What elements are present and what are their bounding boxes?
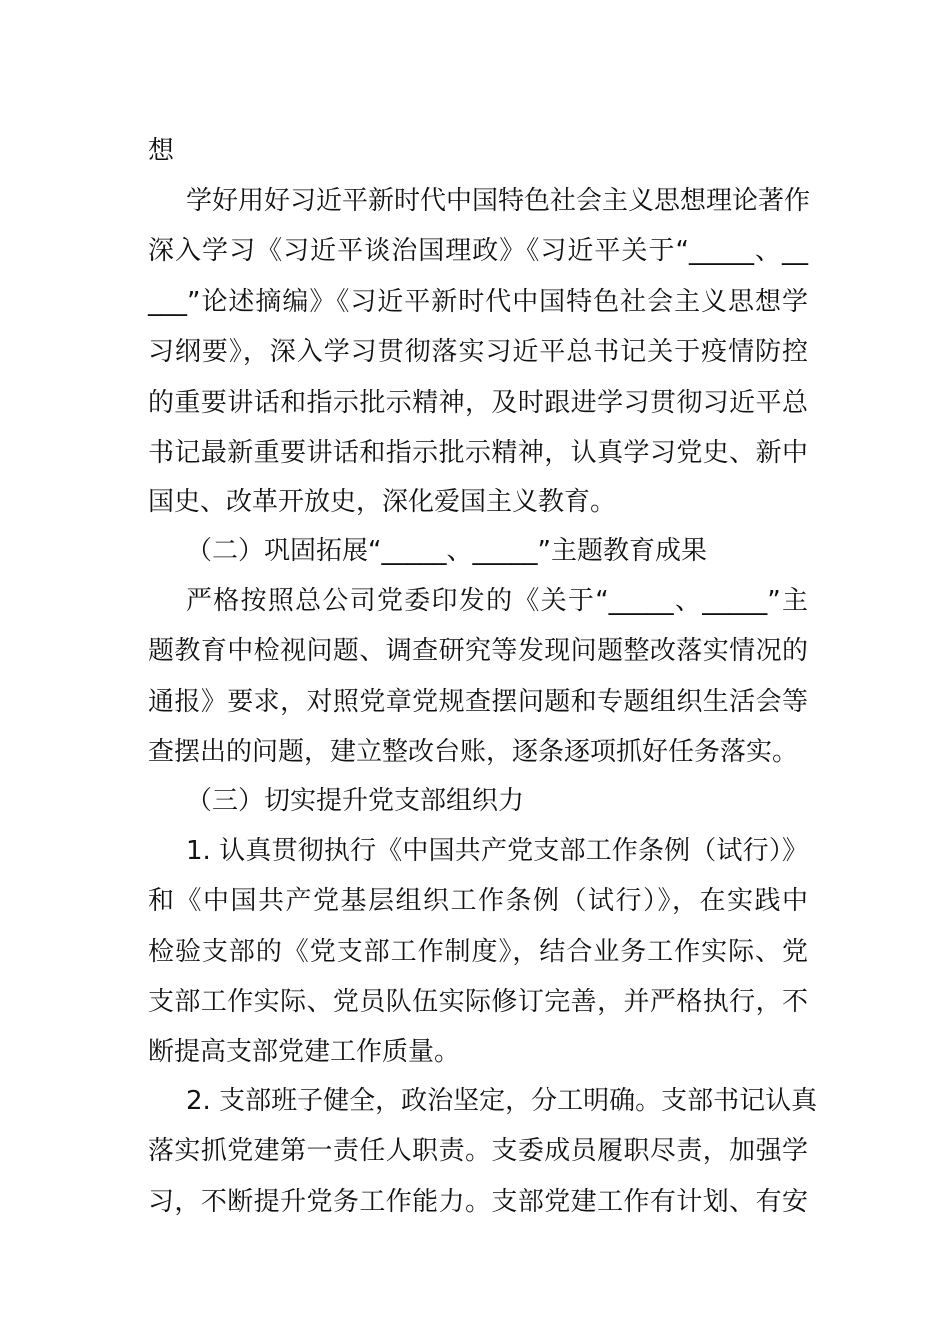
text-line-1: 想 bbox=[148, 136, 175, 166]
text-line-8: 国史、改革开放史，深化爱国主义教育。 bbox=[148, 487, 617, 517]
text-line-21: 落实抓党建第一责任人职责。支委成员履职尽责，加强学 bbox=[148, 1136, 808, 1166]
text-line-15: 1. 认真贯彻执行《中国共产党支部工作条例（试行）》 bbox=[186, 836, 808, 866]
text-line-20: 2. 支部班子健全，政治坚定，分工明确。支部书记认真 bbox=[186, 1086, 818, 1116]
text-line-2: 学好用好习近平新时代中国特色社会主义思想理论著作 bbox=[186, 186, 811, 216]
text-line-6: 的重要讲话和指示批示精神，及时跟进学习贯彻习近平总 bbox=[148, 388, 808, 418]
text-line-11: 题教育中检视问题、调查研究等发现问题整改落实情况的 bbox=[148, 636, 808, 666]
text-line-22: 习，不断提升党务工作能力。支部党建工作有计划、有安 bbox=[148, 1187, 808, 1217]
text-line-16: 和《中国共产党基层组织工作条例（试行）》，在实践中 bbox=[148, 886, 808, 916]
text-line-12: 通报》要求，对照党章党规查摆问题和专题组织生活会等 bbox=[148, 687, 808, 717]
text-line-7: 书记最新重要讲话和指示批示精神，认真学习党史、新中 bbox=[148, 438, 808, 468]
text-line-13: 查摆出的问题，建立整改台账，逐条逐项抓好任务落实。 bbox=[148, 737, 799, 767]
section-heading-3: （三）切实提升党支部组织力 bbox=[186, 786, 525, 816]
text-line-19: 断提高支部党建工作质量。 bbox=[148, 1037, 461, 1067]
text-line-10: 严格按照总公司党委印发的《关于“_____、_____”主 bbox=[186, 586, 808, 616]
text-line-4: ___”论述摘编》《习近平新时代中国特色社会主义思想学 bbox=[148, 287, 808, 317]
text-line-18: 支部工作实际、党员队伍实际修订完善，并严格执行，不 bbox=[148, 987, 808, 1017]
text-line-17: 检验支部的《党支部工作制度》，结合业务工作实际、党 bbox=[148, 937, 808, 967]
section-heading-2: （二）巩固拓展“_____、_____”主题教育成果 bbox=[186, 536, 707, 566]
text-line-3: 深入学习《习近平谈治国理政》《习近平关于“_____、__ bbox=[148, 236, 808, 266]
text-line-5: 习纲要》，深入学习贯彻落实习近平总书记关于疫情防控 bbox=[148, 337, 808, 367]
